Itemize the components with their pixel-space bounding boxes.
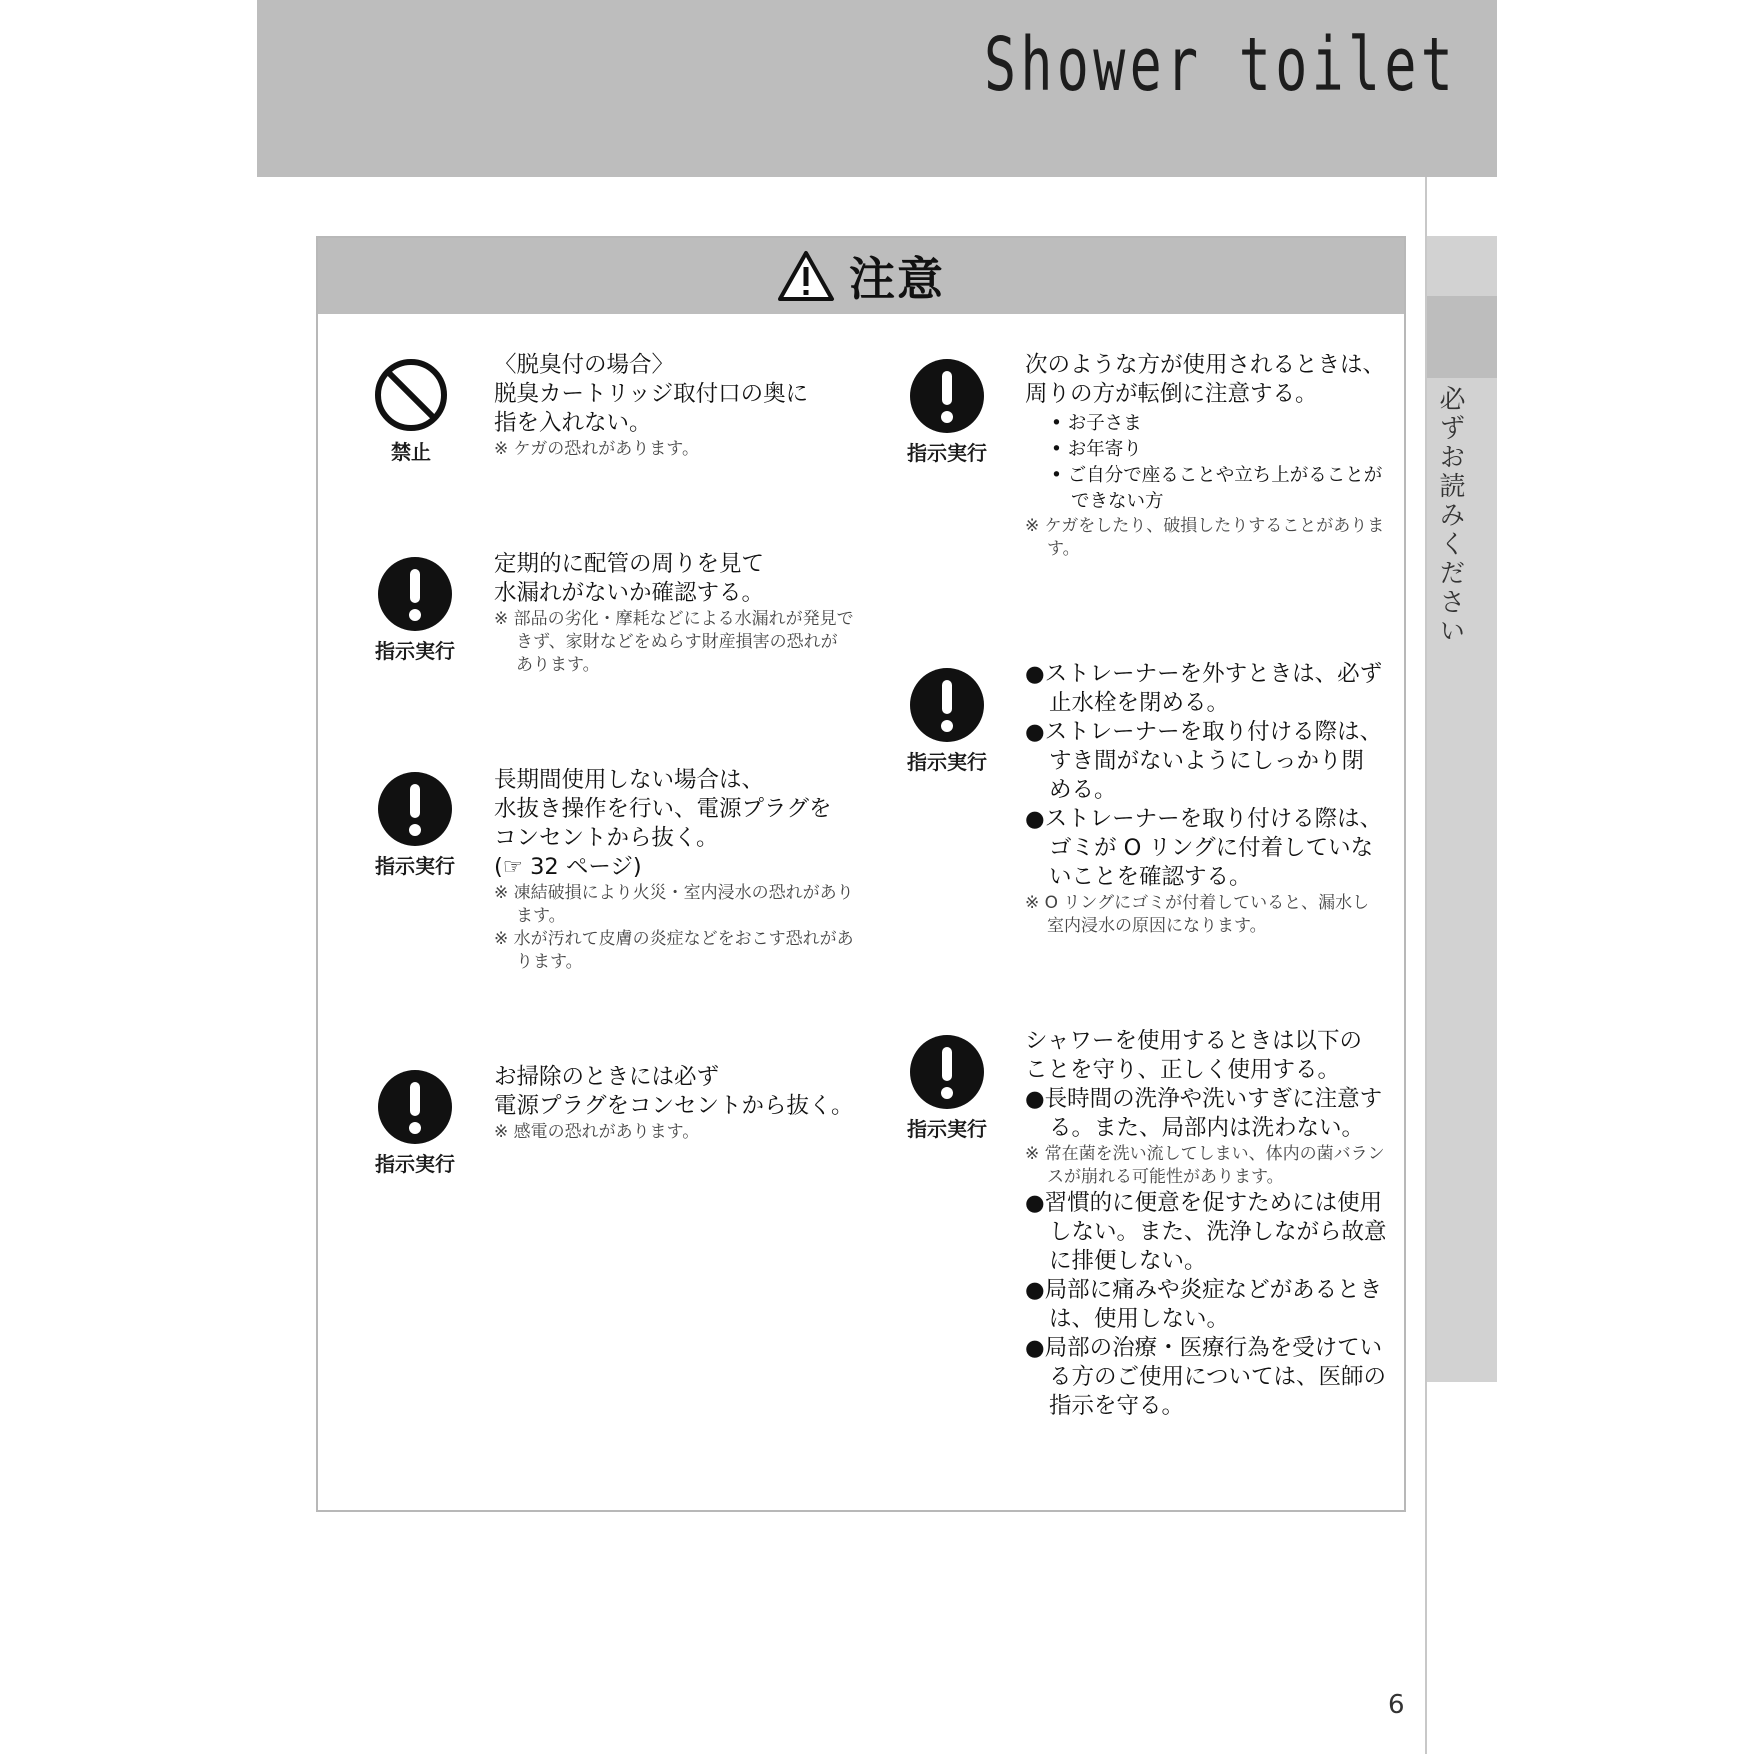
caution-item-cleaning xyxy=(494,1063,874,1144)
bullet-item: ●ストレーナーを外すときは、必ず止水栓を閉める。 xyxy=(1025,661,1383,716)
side-tab-active xyxy=(1427,296,1497,378)
caution-item-deodorizer xyxy=(494,351,854,461)
exclamation-icon xyxy=(376,555,454,633)
exclamation-icon xyxy=(908,357,986,435)
exclamation-icon xyxy=(908,1033,986,1111)
list-item: • ご自分で座ることや立ち上がることができない方 xyxy=(1051,465,1383,512)
list-item: • お年寄り xyxy=(1051,439,1142,460)
side-tab-top xyxy=(1427,236,1497,296)
item-text: シャワーを使用するときは以下の xyxy=(1025,1028,1363,1054)
item-note: ※ O リングにゴミが付着していると、漏水し室内浸水の原因になります。 xyxy=(1025,893,1370,936)
instruction-label: 指示実行 xyxy=(907,1117,987,1141)
page-number: 6 xyxy=(1388,1690,1405,1720)
instruction-symbol xyxy=(368,1068,462,1177)
item-text: 長期間使用しない場合は、 xyxy=(494,767,765,793)
bullet-item: ●局部の治療・医療行為を受けている方のご使用については、医師の指示を守る。 xyxy=(1025,1335,1387,1419)
list-item: • お子さま xyxy=(1051,413,1142,434)
item-text: ことを守り、正しく使用する。 xyxy=(1025,1057,1341,1083)
instruction-label: 指示実行 xyxy=(907,750,987,774)
caution-title: 注意 xyxy=(849,252,945,306)
bullet-item: ●ストレーナーを取り付ける際は、ゴミが O リングに付着していないことを確認する。 xyxy=(1025,806,1383,890)
exclamation-icon xyxy=(376,1068,454,1146)
item-note: ※ 部品の劣化・摩耗などによる水漏れが発見できず、家財などをぬらす財産損害の恐れがあります。 xyxy=(494,609,854,675)
item-note: ※ ケガの恐れがあります。 xyxy=(494,439,699,459)
item-text: 指を入れない。 xyxy=(494,410,652,436)
instruction-label: 指示実行 xyxy=(375,1152,455,1176)
item-text: 周りの方が転倒に注意する。 xyxy=(1025,381,1318,407)
instruction-symbol xyxy=(368,770,462,879)
item-text: コンセントから抜く。 xyxy=(494,825,719,851)
instruction-label: 指示実行 xyxy=(907,441,987,465)
instruction-label: 指示実行 xyxy=(375,854,455,878)
item-note: ※ ケガをしたり、破損したりすることがあります。 xyxy=(1025,516,1385,559)
item-text: 次のような方が使用されるときは、 xyxy=(1025,352,1386,378)
item-text: 脱臭カートリッジ取付口の奥に xyxy=(494,381,809,407)
caution-item-assist-users xyxy=(1025,351,1395,561)
instruction-symbol xyxy=(900,666,994,775)
side-tab-label: 必ずお読みください xyxy=(1435,385,1465,646)
caution-item-leak-check xyxy=(494,550,854,677)
item-text: 〈脱臭付の場合〉 xyxy=(494,352,675,378)
item-note: ※ 凍結破損により火災・室内浸水の恐れがあります。 xyxy=(494,883,854,926)
header-band xyxy=(257,0,1497,177)
item-text: 水抜き操作を行い、電源プラグを xyxy=(494,796,832,822)
warning-triangle-icon xyxy=(777,250,835,302)
instruction-symbol xyxy=(900,357,994,466)
item-text: お掃除のときには必ず xyxy=(494,1064,720,1090)
exclamation-icon xyxy=(376,770,454,848)
caution-header xyxy=(318,238,1404,314)
instruction-symbol xyxy=(900,1033,994,1142)
brand-logo: Shower toilet xyxy=(983,22,1457,108)
bullet-item: ●長時間の洗浄や洗いすぎに注意する。また、局部内は洗わない。 xyxy=(1025,1086,1383,1141)
item-text: 定期的に配管の周りを見て xyxy=(494,551,765,577)
instruction-symbol xyxy=(368,555,462,664)
item-note: ※ 感電の恐れがあります。 xyxy=(494,1122,700,1142)
item-text: 電源プラグをコンセントから抜く。 xyxy=(494,1093,854,1119)
prohibit-label: 禁止 xyxy=(391,440,431,464)
item-note: ※ 水が汚れて皮膚の炎症などをおこす恐れがあります。 xyxy=(494,929,854,972)
caution-item-long-term xyxy=(494,766,854,974)
item-text: 水漏れがないか確認する。 xyxy=(494,580,765,606)
item-note: ※ 常在菌を洗い流してしまい、体内の菌バランスが崩れる可能性があります。 xyxy=(1025,1144,1385,1187)
caution-item-shower-use xyxy=(1025,1027,1390,1421)
instruction-label: 指示実行 xyxy=(375,639,455,663)
caution-item-strainer xyxy=(1025,660,1385,938)
prohibit-symbol xyxy=(364,356,458,465)
exclamation-icon xyxy=(908,666,986,744)
bullet-item: ●ストレーナーを取り付ける際は、すき間がないようにしっかり閉める。 xyxy=(1025,719,1383,803)
bullet-item: ●習慣的に便意を促すためには使用しない。また、洗浄しながら故意に排便しない。 xyxy=(1025,1190,1387,1274)
prohibit-icon xyxy=(372,356,450,434)
bullet-item: ●局部に痛みや炎症などがあるときは、使用しない。 xyxy=(1025,1277,1383,1332)
page-reference-link[interactable]: (☞ 32 ページ) xyxy=(494,854,642,880)
